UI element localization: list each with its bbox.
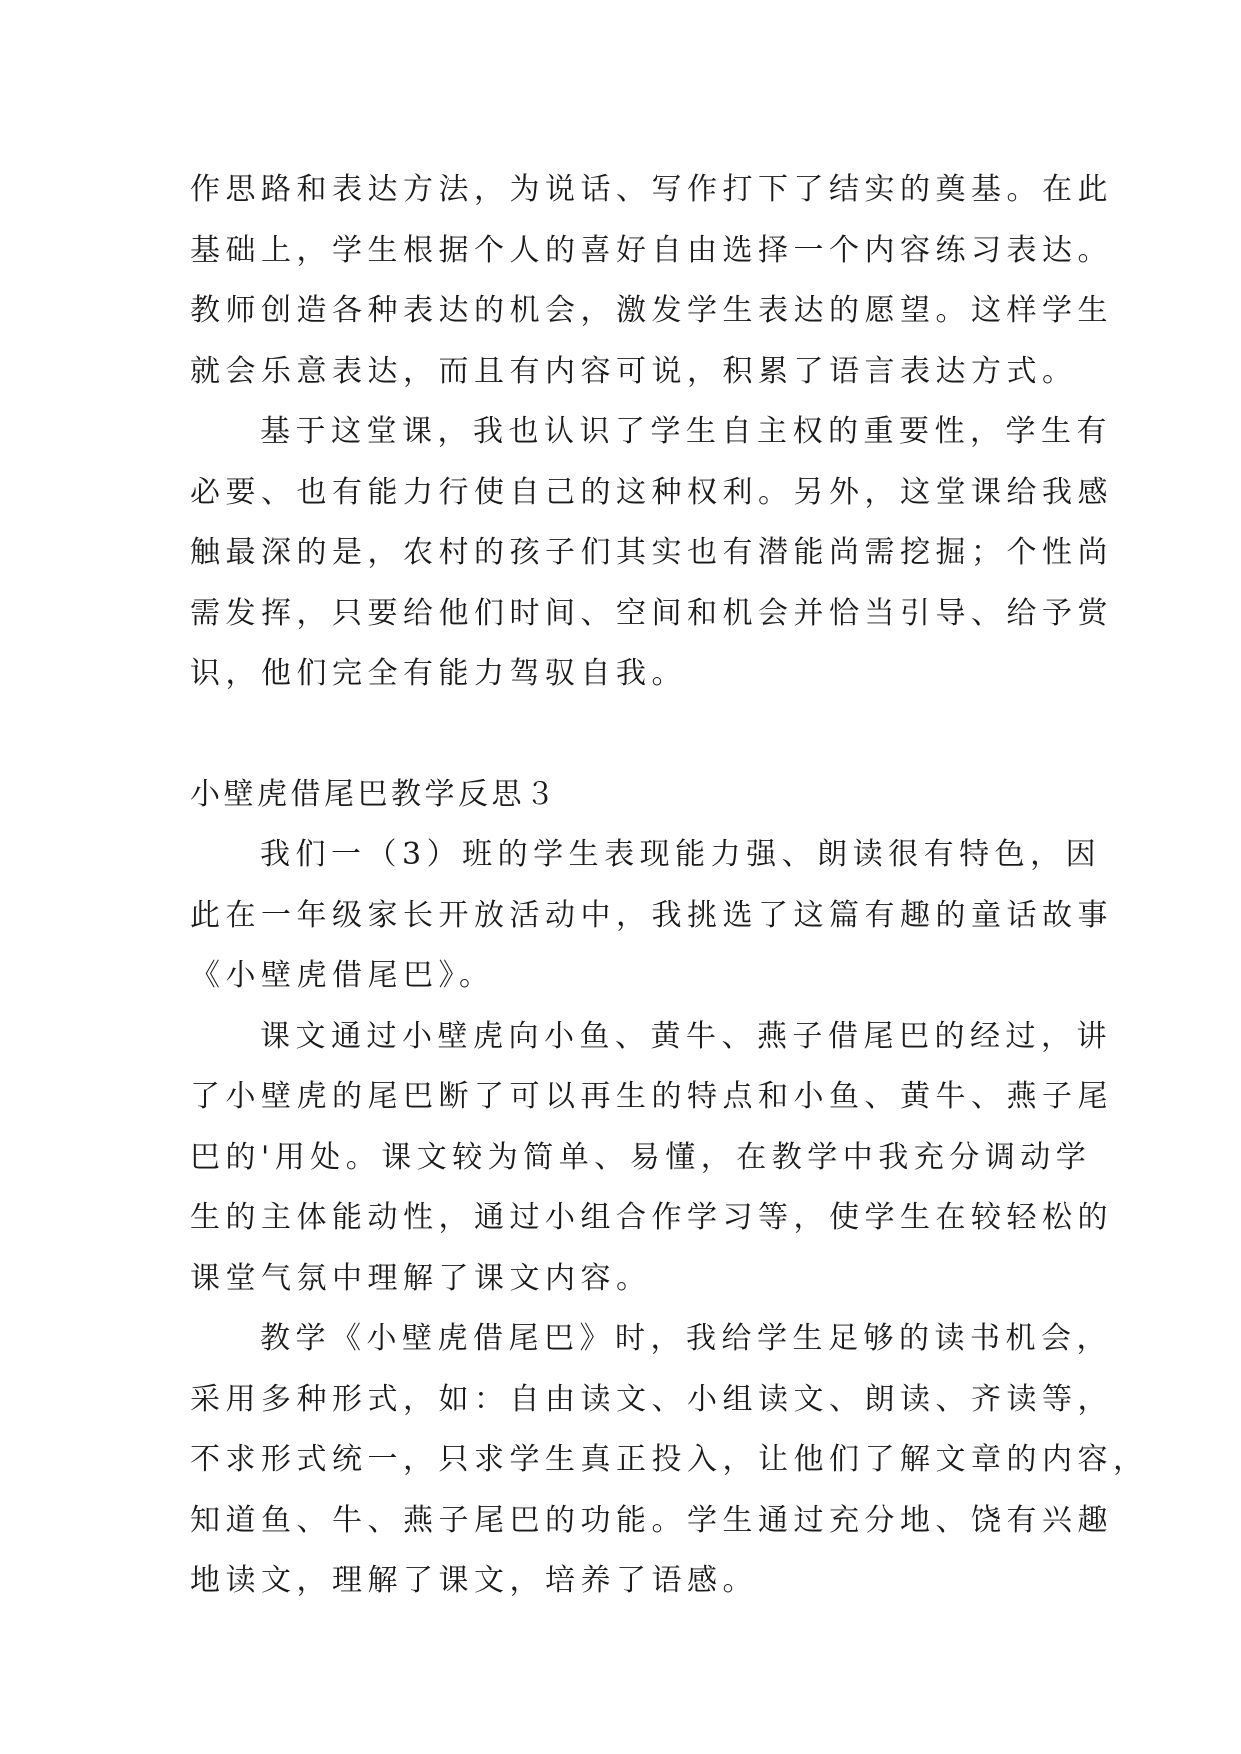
text-line: 课文通过小壁虎向小鱼、黄牛、燕子借尾巴的经过，讲 <box>260 1018 1112 1054</box>
text-line: 不求形式统一，只求学生真正投入，让他们了解文章的内容， <box>190 1442 1149 1477</box>
text-line: 必要、也有能力行使自己的这种权利。另外，这堂课给我感 <box>190 474 1113 510</box>
section-spacer <box>190 705 1060 765</box>
text-line: 基于这堂课，我也认识了学生自主权的重要性，学生有 <box>260 414 1112 449</box>
text-line: 此在一年级家长开放活动中，我挑选了这篇有趣的童话故事 <box>190 897 1113 933</box>
text-line: 基础上，学生根据个人的喜好自由选择一个内容练习表达。 <box>190 232 1113 268</box>
paragraph-1 <box>190 160 1113 402</box>
paragraph-3 <box>190 825 1113 1007</box>
text-line: 生的主体能动性，通过小组合作学习等，使学生在较轻松的 <box>190 1200 1113 1235</box>
text-line: 教学《小壁虎借尾巴》时，我给学生足够的读书机会， <box>260 1321 1112 1356</box>
paragraph-5 <box>190 1309 1149 1612</box>
text-line: 地读文，理解了课文，培养了语感。 <box>190 1563 758 1598</box>
paragraph-2 <box>190 402 1113 705</box>
document-page <box>190 160 1149 1612</box>
text-line: 了小壁虎的尾巴断了可以再生的特点和小鱼、黄牛、燕子尾 <box>190 1079 1113 1114</box>
text-line: 采用多种形式，如：自由读文、小组读文、朗读、齐读等， <box>190 1381 1113 1417</box>
paragraph-4 <box>190 1007 1113 1310</box>
text-line: 我们一（3）班的学生表现能力强、朗读很有特色，因 <box>260 837 1102 872</box>
text-line: 作思路和表达方法，为说话、写作打下了结实的奠基。在此 <box>190 172 1113 207</box>
text-line: 知道鱼、牛、燕子尾巴的功能。学生通过充分地、饶有兴趣 <box>190 1502 1113 1538</box>
text-line: 需发挥，只要给他们时间、空间和机会并恰当引导、给予赏 <box>190 595 1113 631</box>
text-line: 《小壁虎借尾巴》。 <box>190 958 495 993</box>
text-line: 就会乐意表达，而且有内容可说，积累了语言表达方式。 <box>190 353 1078 389</box>
section-title: 小壁虎借尾巴教学反思３ <box>190 776 559 812</box>
text-line: 巴的'用处。课文较为简单、易懂，在教学中我充分调动学 <box>190 1139 1092 1175</box>
text-line: 触最深的是，农村的孩子们其实也有潜能尚需挖掘；个性尚 <box>190 535 1113 570</box>
text-line: 课堂气氛中理解了课文内容。 <box>190 1260 652 1296</box>
text-line: 教师创造各种表达的机会，激发学生表达的愿望。这样学生 <box>190 293 1113 328</box>
text-line: 识，他们完全有能力驾驭自我。 <box>190 656 687 691</box>
